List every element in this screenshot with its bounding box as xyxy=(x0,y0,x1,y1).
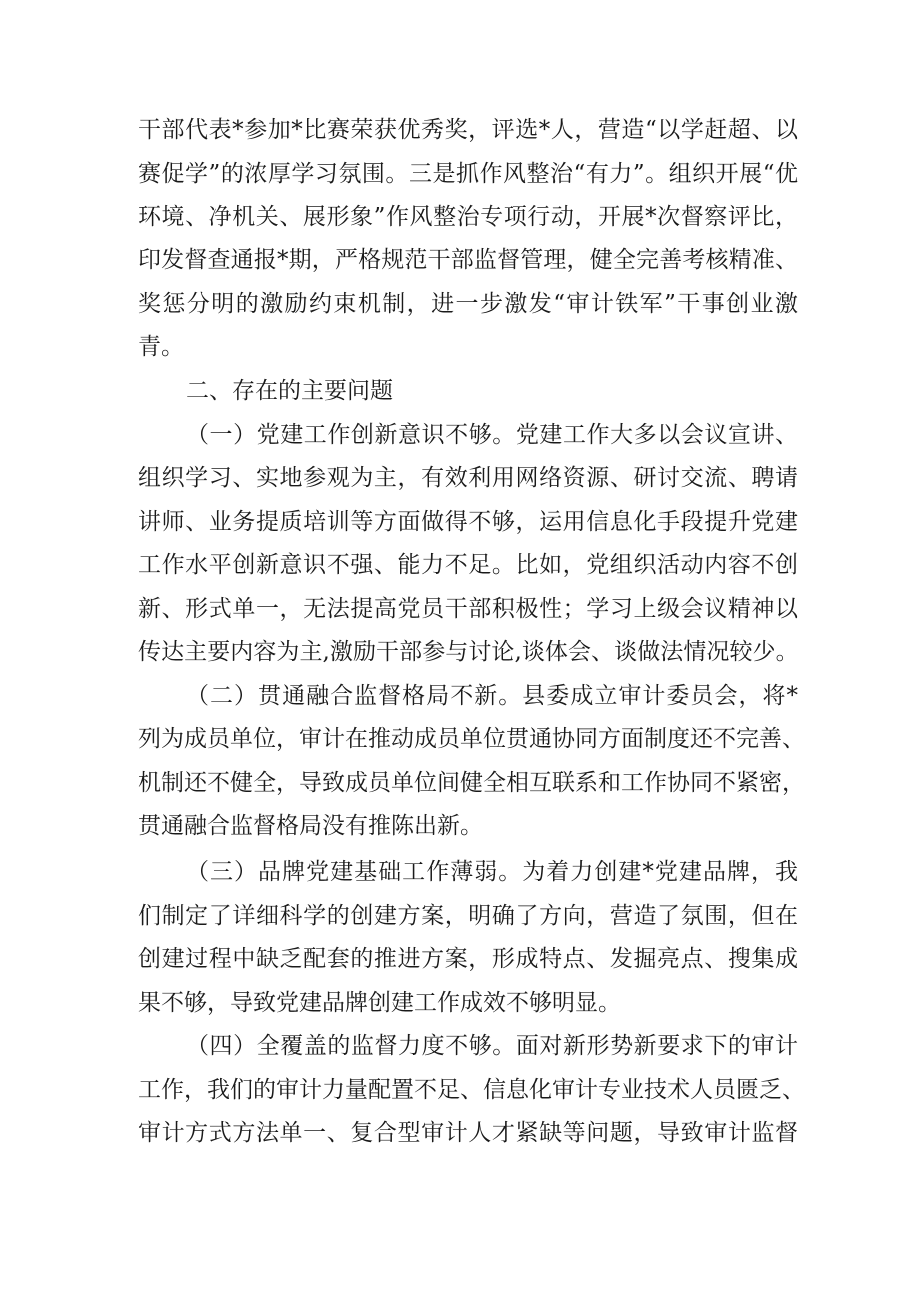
text-line: 讲师、业务提质培训等方面做得不够，运用信息化手段提升党建 xyxy=(138,509,798,535)
paragraph-first-line: （四）全覆盖的监督力度不够。面对新形势新要求下的审计 xyxy=(186,1033,798,1059)
paragraph-first-line: （三）品牌党建基础工作薄弱。为着力创建*党建品牌，我 xyxy=(186,859,798,885)
text-line: 组织学习、实地参观为主，有效利用网络资源、研讨交流、聘请 xyxy=(138,465,798,491)
text-line: 新、形式单一，无法提高党员干部积极性；学习上级会议精神以 xyxy=(138,596,798,622)
text-line: 贯通融合监督格局没有推陈出新。 xyxy=(138,813,483,839)
text-line: 传达主要内容为主,激励干部参与讨论,谈体会、谈做法情况较少。 xyxy=(138,639,798,665)
text-line: 赛促学”的浓厚学习氛围。三是抓作风整治“有力”。组织开展“优 xyxy=(138,161,798,187)
text-line: 工作，我们的审计力量配置不足、信息化审计专业技术人员匮乏、 xyxy=(138,1077,805,1103)
text-line: 环境、净机关、展形象”作风整治专项行动，开展*次督察评比， xyxy=(138,204,798,230)
text-line: 列为成员单位，审计在推动成员单位贯通协同方面制度还不完善、 xyxy=(138,726,805,752)
text-line: 干部代表*参加*比赛荣获优秀奖，评选*人，营造“以学赶超、以 xyxy=(138,117,798,143)
text-line: 奖惩分明的激励约束机制，进一步激发“审计铁军”干事创业激 xyxy=(138,291,798,317)
paragraph-first-line: （二）贯通融合监督格局不新。县委成立审计委员会，将* xyxy=(186,683,798,709)
text-line: 们制定了详细科学的创建方案，明确了方向，营造了氛围，但在 xyxy=(138,903,798,929)
text-line: 工作水平创新意识不强、能力不足。比如，党组织活动内容不创 xyxy=(138,552,798,578)
text-line: 创建过程中缺乏配套的推进方案，形成特点、发掘亮点、搜集成 xyxy=(138,946,798,972)
text-line: 机制还不健全，导致成员单位间健全相互联系和工作协同不紧密， xyxy=(138,770,805,796)
text-line: 果不够，导致党建品牌创建工作成效不够明显。 xyxy=(138,990,621,1016)
text-line: 审计方式方法单一、复合型审计人才紧缺等问题，导致审计监督 xyxy=(138,1120,798,1146)
paragraph-first-line: （一）党建工作创新意识不够。党建工作大多以会议宣讲、 xyxy=(186,422,798,448)
text-line: 青。 xyxy=(138,334,184,360)
section-heading: 二、存在的主要问题 xyxy=(186,378,393,404)
text-line: 印发督查通报*期，严格规范干部监督管理，健全完善考核精准、 xyxy=(138,247,798,273)
